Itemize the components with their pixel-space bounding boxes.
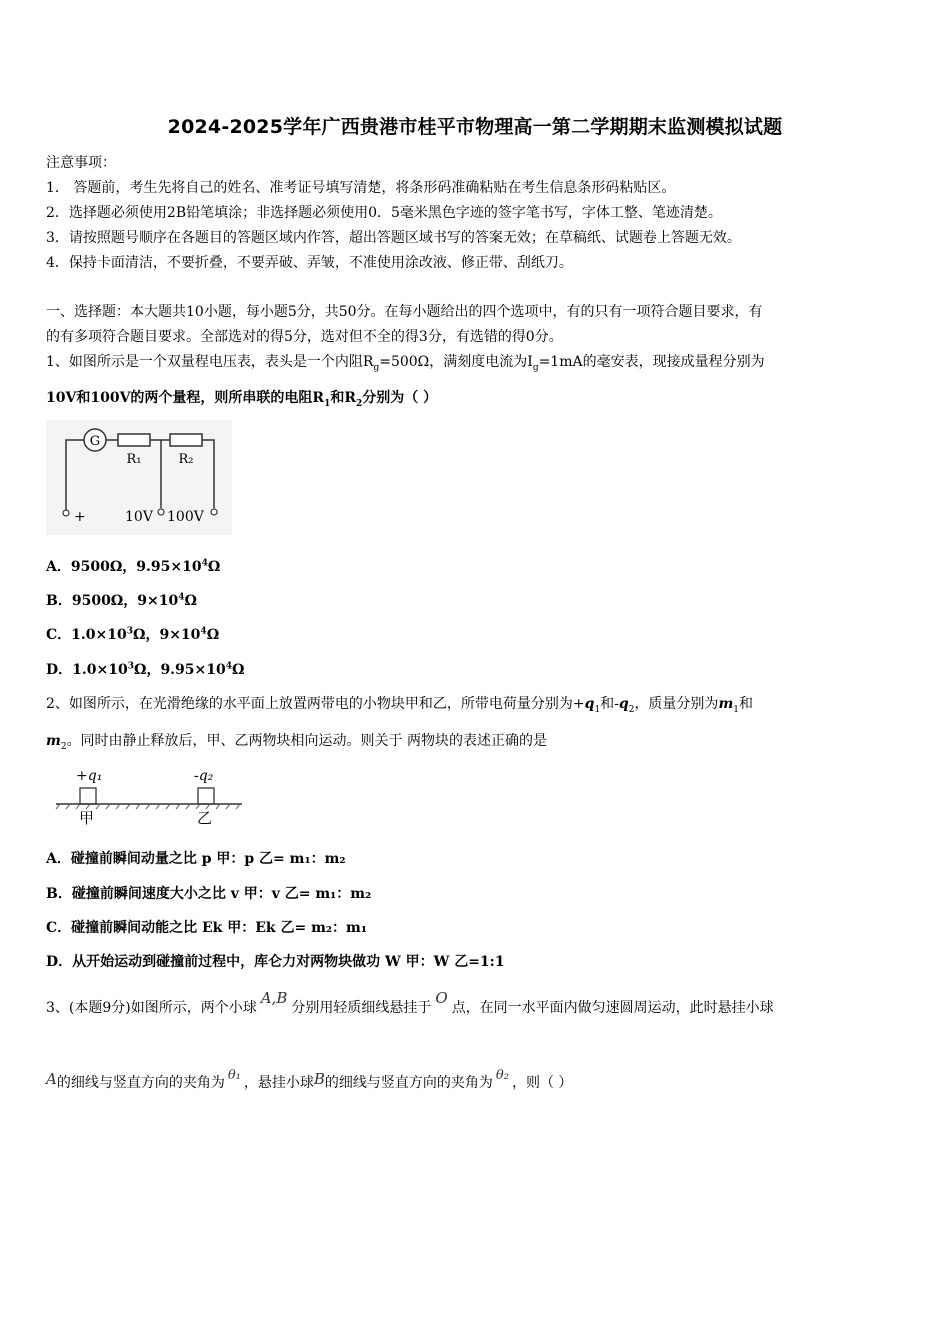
question-2-option-b: B．碰撞前瞬间速度大小之比 v 甲：v 乙= m₁：m₂ bbox=[46, 886, 372, 902]
block-yi-label: 乙 bbox=[197, 809, 213, 827]
notice-heading: 注意事项： bbox=[46, 155, 116, 171]
section-instructions-line-1: 一、选择题：本大题共10小题，每小题5分，共50分。在每小题给出的四个选项中，有的只有一项符合题目要求，有 bbox=[46, 304, 763, 320]
question-2-option-c: C．碰撞前瞬间动能之比 Ek 甲：Ek 乙= m₂：m₁ bbox=[46, 920, 368, 936]
block-jia bbox=[80, 788, 96, 804]
resistor-r2-label: R₂ bbox=[178, 452, 194, 467]
galvanometer-label: G bbox=[89, 434, 101, 449]
question-1-option-a: A．9500Ω，$9.95\times 10^4\Omega$ bbox=[46, 558, 221, 575]
question-1-option-c: C．$1.0\times 10^3\Omega$，$9\times 10^4\Omega$ bbox=[46, 626, 220, 643]
question-2-line-1: 2、如图所示，在光滑绝缘的水平面上放置两带电的小物块甲和乙，所带电荷量分别为$+q_1$和$-q_2$，质量分别为$m_1$和 bbox=[46, 696, 753, 715]
question-2-line-2: $m_2$。同时由静止释放后，甲、乙两物块相向运动。则关于 两物块的表述正确的是 bbox=[46, 733, 548, 752]
question-1-line-1: 1、如图所示是一个双量程电压表，表头是一个内阻$R_g=500\Omega$，满刻度电流为$I_g=1mA$的毫安表，现接成量程分别为 bbox=[46, 354, 765, 373]
block-yi bbox=[198, 788, 214, 804]
terminal-10v-label: 10V bbox=[125, 509, 153, 525]
left-charge-label: +q₁ bbox=[76, 768, 103, 784]
question-1-option-d: D．$1.0\times 10^3\Omega$，$9.95\times 10^4\Omega$ bbox=[46, 661, 245, 678]
terminal-100v bbox=[211, 509, 217, 515]
notice-item-2: 2．选择题必须使用2B铅笔填涂；非选择题必须使用0．5毫米黑色字迹的签字笔书写，字体工整、笔迹清楚。 bbox=[46, 205, 722, 221]
charged-blocks-figure bbox=[54, 766, 244, 828]
notice-item-3: 3．请按照题号顺序在各题目的答题区域内作答，超出答题区域书写的答案无效；在草稿纸、试题卷上答题无效。 bbox=[46, 230, 741, 246]
terminal-10v bbox=[158, 509, 164, 515]
question-1-line-2: 10V和100V的两个量程，则所串联的电阻$R_1$和$R_2$分别为（ ） bbox=[46, 390, 438, 409]
question-1-option-b: B．9500Ω，$9\times 10^4\Omega$ bbox=[46, 592, 197, 609]
resistor-r1-label: R₁ bbox=[126, 452, 142, 467]
question-3-line-1: 3、(本题9分)如图所示，两个小球A,B分别用轻质细线悬挂于O点，在同一水平面内做匀速圆周运动，此时悬挂小球 bbox=[46, 989, 774, 1016]
block-jia-label: 甲 bbox=[79, 809, 95, 827]
notice-item-4: 4．保持卡面清洁，不要折叠，不要弄破、弄皱，不准使用涂改液、修正带、刮纸刀。 bbox=[46, 255, 573, 271]
question-2-option-d: D．从开始运动到碰撞前过程中，库仑力对两物块做功 W 甲：W 乙=1:1 bbox=[46, 954, 505, 970]
resistor-r2 bbox=[170, 434, 202, 446]
page-title: 2024-2025学年广西贵港市桂平市物理高一第二学期期末监测模拟试题 bbox=[167, 116, 783, 138]
resistor-r1 bbox=[118, 434, 150, 446]
question-2-option-a: A．碰撞前瞬间动量之比 p 甲：p 乙= m₁：m₂ bbox=[46, 851, 346, 867]
terminal-plus-label: + bbox=[74, 509, 86, 525]
terminal-100v-label: 100V bbox=[167, 509, 204, 525]
notice-item-1: 1． 答题前，考生先将自己的姓名、准考证号填写清楚，将条形码准确粘贴在考生信息条形码粘贴区。 bbox=[46, 180, 676, 196]
terminal-plus bbox=[63, 510, 69, 516]
question-3-line-2: A的细线与竖直方向的夹角为 θ₁ ，悬挂小球B的细线与竖直方向的夹角为 θ₂ ，则（ ） bbox=[46, 1068, 573, 1091]
right-charge-label: -q₂ bbox=[194, 768, 214, 784]
section-instructions-line-2: 的有多项符合题目要求。全部选对的得5分，选对但不全的得3分，有选错的得0分。 bbox=[46, 329, 563, 345]
voltmeter-circuit-figure bbox=[46, 420, 232, 535]
